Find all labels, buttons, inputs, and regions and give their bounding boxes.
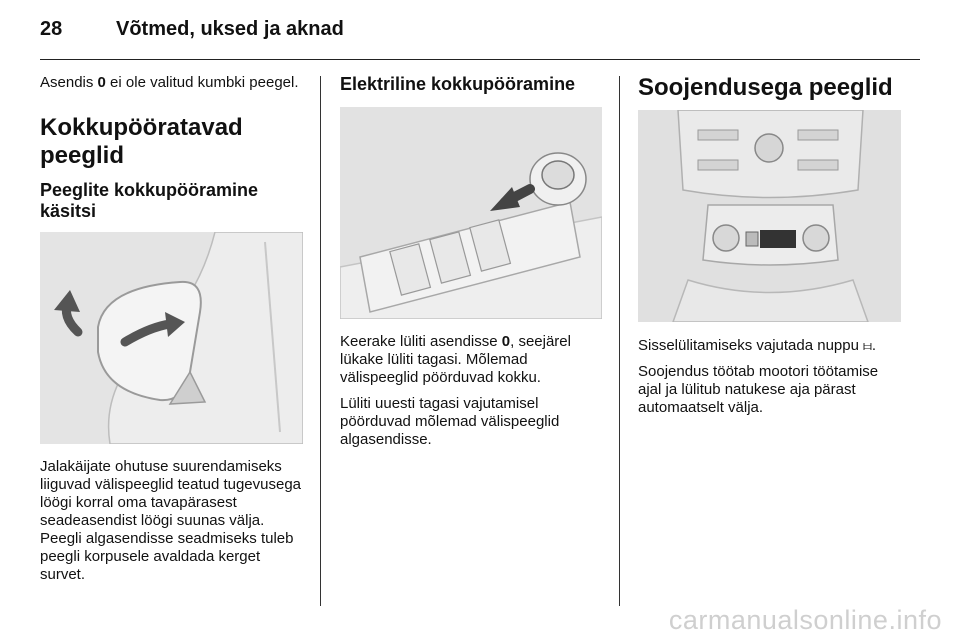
manual-folding-paragraph: Jalakäijate ohutuse suurendamiseks liiguvad välispeeglid teatud tugevusega löögi korral oma tavapärasest seadeasendist löögi suunas välja. Peegli algasendisse seadmiseks tuleb peegli korpusele avaldada kerget survet.: [40, 458, 302, 583]
subheading-manual-folding: Peeglite kokkupööramine käsitsi: [40, 180, 259, 221]
section-heading-heated-mirrors: Soojendusega peeglid: [638, 74, 893, 101]
electric-folding-paragraph-2: Lüliti uuesti tagasi vajutamisel pöörduvad mõlemad välispeeglid algasendisse.: [340, 395, 560, 448]
mirror-switch-drawing: [340, 107, 602, 319]
section-heading-folding-mirrors: Kokkupööratavad peeglid: [40, 114, 243, 169]
heated-mirrors-paragraph-2: Soojendus töötab mootori töötamise ajal ja lülitub natukese aja pärast automaatselt välja.: [638, 363, 879, 416]
intro-paragraph: Asendis 0 ei ole valitud kumbki peegel.: [40, 74, 299, 91]
header-rule: [40, 59, 920, 60]
mirror-drawing: [40, 232, 303, 444]
column-1: [40, 74, 305, 584]
heated-mirrors-paragraph-1: Sisselülitamiseks vajutada nuppu ⧦.: [638, 337, 877, 354]
column-divider-2: [619, 76, 620, 606]
column-2: [340, 74, 602, 449]
page-number: 28: [40, 18, 63, 40]
console-illustration: [638, 110, 901, 322]
heated-mirror-icon: ⧦: [863, 337, 872, 353]
electric-folding-paragraph-1: Keerake lüliti asendisse 0, seejärel lükake lüliti tagasi. Mõlemad välispeeglid pöörduvad kokku.: [340, 333, 571, 386]
page-title: Võtmed, uksed ja aknad: [116, 18, 344, 40]
switch-illustration: [340, 107, 602, 319]
column-divider-1: [320, 76, 321, 606]
column-3: [638, 74, 901, 417]
mirror-illustration: [40, 232, 303, 444]
watermark: carmanualsonline.info: [668, 605, 942, 635]
center-console-drawing: [638, 110, 901, 322]
section-heading-electric-folding: Elektriline kokkupööramine: [340, 74, 576, 94]
